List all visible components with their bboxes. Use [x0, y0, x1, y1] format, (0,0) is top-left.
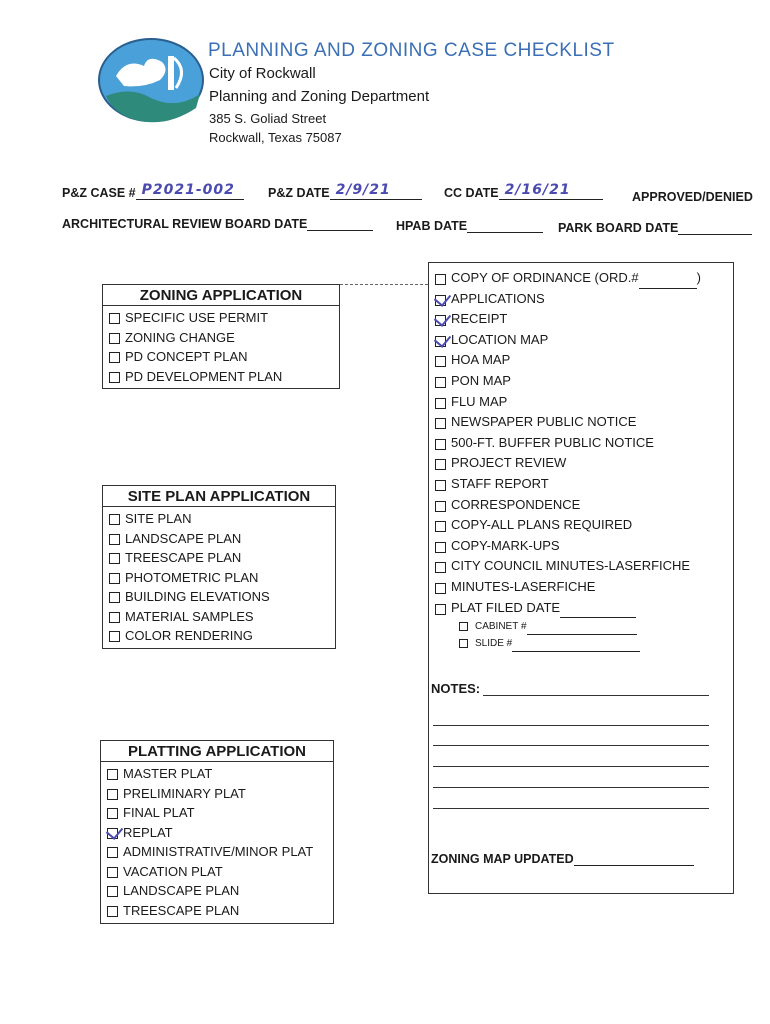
plat-filed-sub-list: [429, 618, 733, 652]
platting-item-final-plat[interactable]: [101, 803, 333, 823]
checklist-item-label: PON MAP: [451, 372, 511, 388]
checkbox-icon[interactable]: [435, 356, 446, 367]
approved-denied-label: APPROVED/DENIED: [632, 190, 753, 204]
platting-item-label: VACATION PLAT: [123, 863, 223, 879]
checkbox-icon[interactable]: [435, 501, 446, 512]
checklist-item-copy-all-plans-required[interactable]: [429, 515, 733, 536]
checkbox-icon[interactable]: [109, 372, 120, 383]
platting-application-list: [101, 762, 333, 923]
city-state-zip: Rockwall, Texas 75087: [209, 130, 342, 145]
checklist-item-location-map[interactable]: [429, 330, 733, 351]
checkbox-icon[interactable]: [107, 808, 118, 819]
checklist-item-label: FLU MAP: [451, 393, 508, 409]
city-name: City of Rockwall: [209, 65, 316, 82]
cc-date-label: CC DATE: [444, 186, 499, 200]
zoning-item-pd-development-plan[interactable]: [103, 367, 339, 387]
site-plan-item-label: COLOR RENDERING: [125, 628, 253, 643]
checkbox-icon[interactable]: [435, 521, 446, 532]
checkbox-icon[interactable]: [435, 274, 446, 285]
platting-item-label: TREESCAPE PLAN: [123, 902, 240, 918]
checkbox-icon[interactable]: [109, 313, 120, 324]
arb-date-field: [62, 216, 373, 231]
notes-line: [433, 725, 709, 726]
site-plan-item-label: LANDSCAPE PLAN: [125, 530, 242, 546]
site-plan-item-photometric-plan[interactable]: [103, 568, 335, 588]
park-board-date-label: PARK BOARD DATE: [558, 221, 679, 235]
checkbox-icon[interactable]: [109, 514, 120, 525]
site-plan-item-label: BUILDING ELEVATIONS: [125, 589, 270, 604]
checkbox-icon[interactable]: [107, 789, 118, 800]
checklist-item-label: RECEIPT: [451, 311, 508, 327]
site-plan-item-color-rendering[interactable]: [103, 626, 335, 646]
case-number-label: P&Z CASE #: [62, 186, 136, 200]
checkbox-icon[interactable]: [435, 583, 446, 594]
checkbox-icon[interactable]: [109, 352, 120, 363]
checklist-item-minutes-laserfiche[interactable]: [429, 577, 733, 598]
platting-item-label: PRELIMINARY PLAT: [123, 785, 246, 801]
checklist-item-label: STAFF REPORT: [451, 475, 549, 491]
site-plan-item-label: TREESCAPE PLAN: [125, 550, 242, 565]
site-plan-item-building-elevations[interactable]: [103, 587, 335, 607]
platting-item-label: FINAL PLAT: [123, 805, 195, 820]
zoning-item-label: PD CONCEPT PLAN: [125, 349, 248, 364]
notes-line: [433, 745, 709, 746]
site-plan-item-material-samples[interactable]: [103, 607, 335, 627]
checkbox-icon[interactable]: [435, 295, 446, 306]
platting-item-label: LANDSCAPE PLAN: [123, 883, 240, 898]
checkbox-icon[interactable]: [435, 480, 446, 491]
case-number-field: [62, 182, 244, 200]
street-address: 385 S. Goliad Street: [209, 111, 327, 126]
connector-line: [340, 284, 428, 285]
checklist-item-correspondence[interactable]: [429, 495, 733, 516]
platting-item-label: REPLAT: [123, 824, 173, 840]
checkbox-icon[interactable]: [459, 622, 468, 631]
zoning-application-box: [102, 284, 340, 389]
checkbox-icon[interactable]: [435, 315, 446, 326]
checkbox-icon[interactable]: [435, 418, 446, 429]
site-plan-item-landscape-plan[interactable]: [103, 529, 335, 549]
plat-filed-sub-item-slide[interactable]: [429, 635, 733, 652]
checkbox-icon[interactable]: [435, 336, 446, 347]
platting-item-replat[interactable]: [101, 823, 333, 843]
zoning-application-list: [103, 306, 339, 388]
cc-date-field: [444, 182, 603, 200]
zoning-map-updated-label: ZONING MAP UPDATED: [431, 852, 574, 866]
checklist-item-hoa-map[interactable]: [429, 350, 733, 371]
checkbox-icon[interactable]: [435, 398, 446, 409]
checkbox-icon[interactable]: [109, 534, 120, 545]
notes-line: [433, 766, 709, 767]
department-name: Planning and Zoning Department: [209, 88, 430, 105]
platting-item-label: MASTER PLAT: [123, 766, 213, 781]
checkbox-icon[interactable]: [107, 828, 118, 839]
checklist-item-label: PLAT FILED DATE: [451, 599, 561, 615]
checklist-item-500-ft-buffer-public-notice[interactable]: [429, 433, 733, 454]
park-board-date-field: [558, 220, 752, 235]
site-plan-item-treescape-plan[interactable]: [103, 548, 335, 568]
site-plan-application-list: [103, 507, 335, 648]
checkbox-icon[interactable]: [109, 553, 120, 564]
checkbox-icon[interactable]: [109, 573, 120, 584]
hpab-date-label: HPAB DATE: [396, 219, 468, 233]
checklist-item-label: COPY-MARK-UPS: [451, 537, 560, 553]
checkbox-icon[interactable]: [107, 847, 118, 858]
checklist-item-label: CITY COUNCIL MINUTES-LASERFICHE: [451, 558, 691, 574]
arb-date-label: ARCHITECTURAL REVIEW BOARD DATE: [62, 217, 308, 231]
checklist-item-label: 500-FT. BUFFER PUBLIC NOTICE: [451, 434, 654, 450]
zoning-item-label: ZONING CHANGE: [125, 329, 235, 345]
checkbox-icon[interactable]: [107, 867, 118, 878]
checklist-item-label: APPLICATIONS: [451, 290, 545, 306]
zoning-item-label: SPECIFIC USE PERMIT: [125, 310, 269, 325]
checklist-item-label: LOCATION MAP: [451, 331, 549, 347]
checklist-item-copy-mark-ups[interactable]: [429, 536, 733, 557]
platting-application-title: PLATTING APPLICATION: [101, 741, 333, 762]
checkbox-icon[interactable]: [435, 377, 446, 388]
notes-line: [433, 808, 709, 809]
hpab-date-field: [396, 218, 543, 233]
platting-item-administrative-minor-plat[interactable]: [101, 842, 333, 862]
notes-label: NOTES:: [431, 681, 481, 696]
checkbox-icon[interactable]: [107, 769, 118, 780]
platting-application-box: [100, 740, 334, 924]
checkbox-icon[interactable]: [435, 604, 446, 615]
cc-date-value: 2/16/21: [504, 182, 571, 198]
case-number-value: P2021-002: [141, 182, 235, 198]
pz-date-field: [268, 182, 422, 200]
checklist-item-plat-filed-date[interactable]: [429, 598, 733, 619]
notes-line: [433, 787, 709, 788]
site-plan-item-label: SITE PLAN: [125, 511, 192, 526]
checklist-item-city-council-minutes-laserfiche[interactable]: [429, 556, 733, 577]
site-plan-application-box: [102, 485, 336, 649]
site-plan-item-label: PHOTOMETRIC PLAN: [125, 569, 259, 585]
checklist-item-pon-map[interactable]: [429, 371, 733, 392]
checkbox-icon[interactable]: [107, 886, 118, 897]
checklist-item-label: MINUTES-LASERFICHE: [451, 578, 596, 594]
pz-date-value: 2/9/21: [335, 182, 391, 198]
site-plan-item-site-plan[interactable]: [103, 509, 335, 529]
platting-item-master-plat[interactable]: [101, 764, 333, 784]
platting-item-landscape-plan[interactable]: [101, 881, 333, 901]
checklist-item-label: COPY-ALL PLANS REQUIRED: [451, 517, 633, 533]
zoning-item-label: PD DEVELOPMENT PLAN: [125, 368, 283, 384]
plat-filed-sub-item-label: CABINET #: [475, 621, 527, 633]
checklist-item-label: COPY OF ORDINANCE (ORD.#: [451, 270, 639, 285]
checklist-item-newspaper-public-notice[interactable]: [429, 412, 733, 433]
page-title: PLANNING AND ZONING CASE CHECKLIST: [208, 40, 615, 61]
zoning-application-title: ZONING APPLICATION: [103, 285, 339, 306]
checklist-item-label: HOA MAP: [451, 352, 511, 368]
checkbox-icon[interactable]: [109, 592, 120, 603]
platting-item-preliminary-plat[interactable]: [101, 784, 333, 804]
case-checklist-box: [428, 262, 734, 894]
platting-item-treescape-plan[interactable]: [101, 901, 333, 921]
checkbox-icon[interactable]: [109, 612, 120, 623]
checklist-item-label: PROJECT REVIEW: [451, 455, 567, 471]
case-checklist-list: [429, 263, 733, 618]
checkbox-icon[interactable]: [435, 542, 446, 553]
city-logo-icon: [96, 36, 206, 124]
checklist-item-label: NEWSPAPER PUBLIC NOTICE: [451, 414, 637, 430]
zoning-map-updated-field: [431, 851, 694, 866]
checklist-item-flu-map[interactable]: [429, 392, 733, 413]
platting-item-label: ADMINISTRATIVE/MINOR PLAT: [123, 844, 314, 859]
checklist-item-label: CORRESPONDENCE: [451, 496, 581, 512]
plat-filed-sub-item-label: SLIDE #: [475, 638, 513, 650]
checkbox-icon[interactable]: [109, 631, 120, 642]
ordinance-close-paren: ): [696, 270, 701, 285]
checkbox-icon[interactable]: [435, 439, 446, 450]
zoning-item-pd-concept-plan[interactable]: [103, 347, 339, 367]
checklist-item-receipt[interactable]: [429, 309, 733, 330]
checklist-item-copy-of-ordinance-ord[interactable]: [429, 268, 733, 289]
checkbox-icon[interactable]: [435, 562, 446, 573]
checkbox-icon[interactable]: [435, 459, 446, 470]
zoning-item-zoning-change[interactable]: [103, 328, 339, 348]
checklist-item-project-review[interactable]: [429, 453, 733, 474]
notes-line: [483, 695, 709, 696]
site-plan-item-label: MATERIAL SAMPLES: [125, 608, 254, 624]
platting-item-vacation-plat[interactable]: [101, 862, 333, 882]
site-plan-application-title: SITE PLAN APPLICATION: [103, 486, 335, 507]
checkbox-icon[interactable]: [459, 639, 468, 648]
zoning-item-specific-use-permit[interactable]: [103, 308, 339, 328]
checkbox-icon[interactable]: [107, 906, 118, 917]
checklist-item-applications[interactable]: [429, 289, 733, 310]
checklist-item-staff-report[interactable]: [429, 474, 733, 495]
pz-date-label: P&Z DATE: [268, 186, 330, 200]
plat-filed-sub-item-cabinet[interactable]: [429, 618, 733, 635]
checkbox-icon[interactable]: [109, 333, 120, 344]
